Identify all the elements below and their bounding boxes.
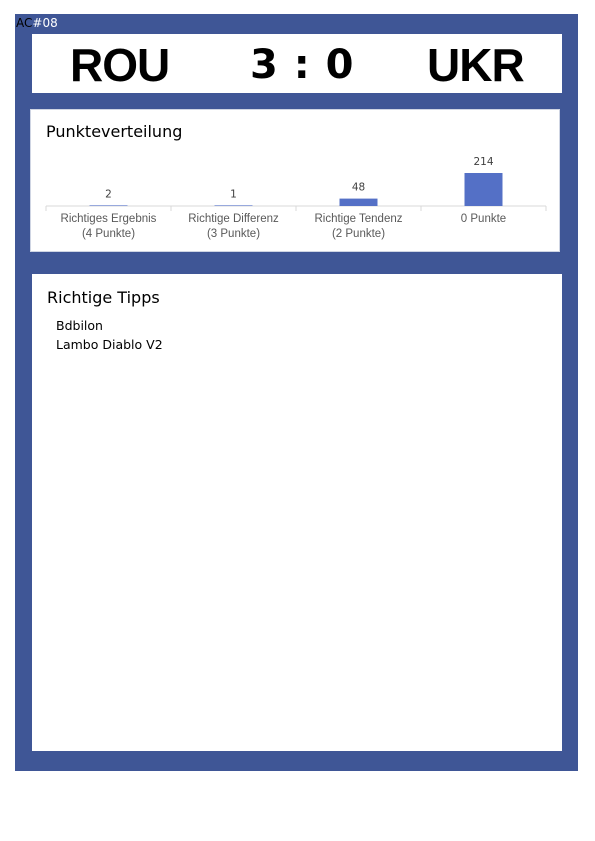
category-label: (2 Punkte) (331, 228, 386, 240)
bar (215, 205, 253, 206)
category-label: (4 Punkte) (81, 228, 136, 240)
bar (340, 199, 378, 206)
match-tag (16, 16, 58, 30)
distribution-panel (30, 109, 560, 252)
home-team: ROU (70, 39, 170, 91)
bar (465, 173, 503, 206)
bar-value-label: 2 (105, 188, 112, 201)
category-label: Richtiges Ergebnis (60, 213, 157, 225)
match-tag-prefix: AC (16, 16, 33, 30)
bar-value-label: 214 (473, 156, 494, 168)
category-label: Richtige Tendenz (314, 213, 403, 225)
tipp-name: Bdbilon (56, 318, 103, 333)
tipp-name: Lambo Diablo V2 (56, 337, 163, 352)
distribution-title: Punkteverteilung (46, 122, 183, 141)
category-label: Richtige Differenz (188, 213, 279, 225)
bar-value-label: 48 (351, 181, 366, 194)
tipps-panel (32, 274, 562, 751)
category-label: (3 Punkte) (206, 228, 261, 240)
bar (90, 205, 128, 206)
category-label: 0 Punkte (460, 213, 507, 225)
score-panel (32, 34, 562, 93)
tipps-list (56, 316, 163, 354)
match-score: 3 : 0 (250, 42, 355, 88)
distribution-chart (31, 110, 561, 253)
match-tag-number: #08 (32, 16, 58, 30)
tipps-title: Richtige Tipps (47, 288, 160, 307)
bar-value-label: 1 (230, 188, 237, 201)
away-team: UKR (427, 39, 524, 91)
